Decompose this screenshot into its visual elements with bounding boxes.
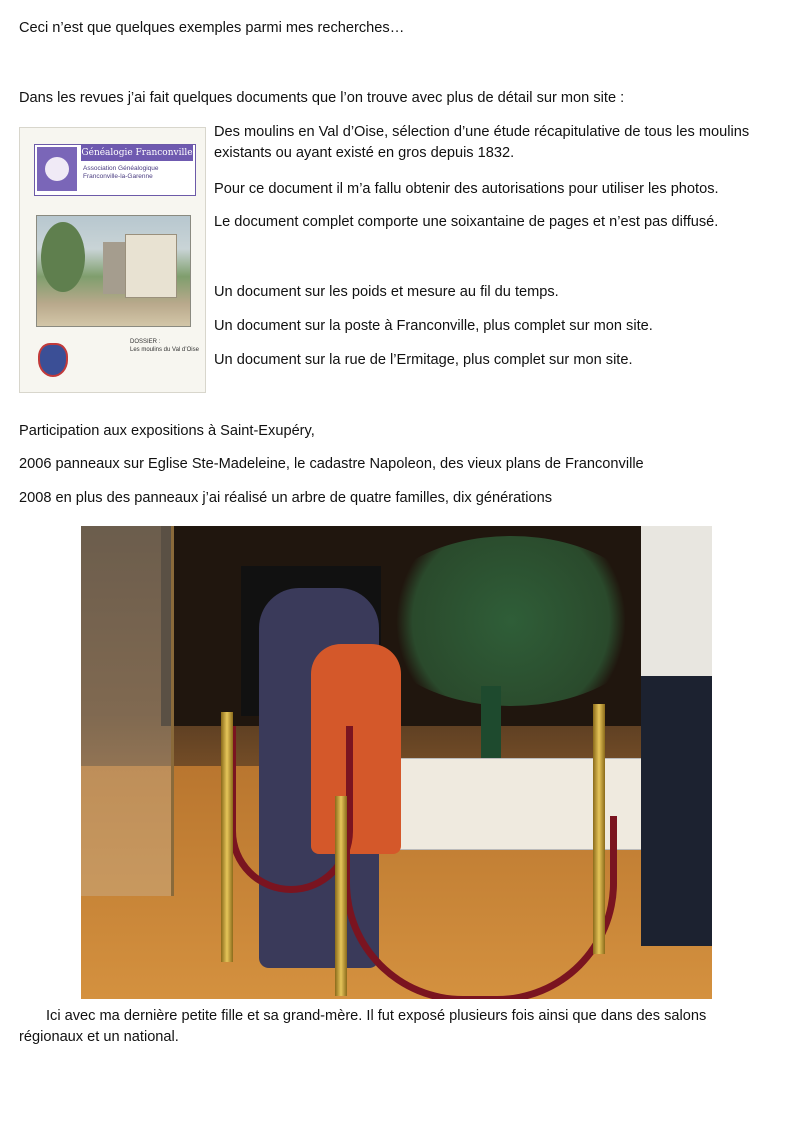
painting-mill <box>103 242 125 294</box>
cover-footer-line1: DOSSIER : <box>130 339 161 345</box>
cover-mill-painting <box>36 215 191 327</box>
photo-post-left <box>221 712 233 962</box>
moulins-paragraph-1: Des moulins en Val d’Oise, sélection d’une étude récapitulative de tous les moulins existants ou ayant existé en gros depuis 1832. <box>214 124 750 162</box>
document-poste: Un document sur la poste à Franconville, plus complet sur mon site. <box>214 318 653 334</box>
photo-post-right <box>593 704 605 954</box>
exhibition-photo <box>81 526 712 999</box>
photo-caption: Ici avec ma dernière petite fille et sa grand-mère. Il fut exposé plusieurs fois ainsi que dans des salons régionaux et un national. <box>19 1008 707 1046</box>
year-2008-text: 2008 en plus des panneaux j’ai réalisé un arbre de quatre familles, dix générations <box>19 490 553 506</box>
cover-logo-icon <box>37 147 77 191</box>
intro-text: Ceci n’est que quelques exemples parmi mes recherches… <box>19 20 405 36</box>
photo-display-case <box>81 526 174 896</box>
document-rue-ermitage: Un document sur la rue de l’Ermitage, plus complet sur mon site. <box>214 352 633 368</box>
document-poids-mesures: Un document sur les poids et mesure au fil du temps. <box>214 284 559 300</box>
year-2006-text: 2006 panneaux sur Eglise Ste-Madeleine, le cadastre Napoleon, des vieux plans de Franconville <box>19 456 644 472</box>
expositions-text: Participation aux expositions à Saint-Exupéry, <box>19 423 315 439</box>
cover-footer <box>130 338 200 354</box>
magazine-cover-image <box>19 127 206 393</box>
photo-visitor-legs <box>641 676 712 946</box>
painting-house <box>125 234 177 298</box>
photo-visitor <box>641 526 712 946</box>
cover-subtitle <box>83 165 159 181</box>
moulins-paragraph-2: Pour ce document il m’a fallu obtenir des autorisations pour utiliser les photos. <box>214 181 719 197</box>
painting-tree <box>41 222 85 292</box>
cover-seal-icon <box>38 343 68 377</box>
cover-title: Généalogie Franconville <box>81 145 193 161</box>
photo-post-front <box>335 796 347 996</box>
cover-footer-line2: Les moulins du Val d’Oise <box>130 347 199 353</box>
cover-header <box>34 144 196 196</box>
moulins-paragraph-3: Le document complet comporte une soixantaine de pages et n’est pas diffusé. <box>214 214 719 230</box>
cover-subtitle-line2: Franconville-la-Garenne <box>83 173 153 180</box>
revues-text: Dans les revues j’ai fait quelques documents que l’on trouve avec plus de détail sur mon site : <box>19 90 625 106</box>
photo-rope-front <box>343 816 617 999</box>
photo-tree-crown <box>371 536 651 706</box>
cover-subtitle-line1: Association Généalogique <box>83 165 159 172</box>
